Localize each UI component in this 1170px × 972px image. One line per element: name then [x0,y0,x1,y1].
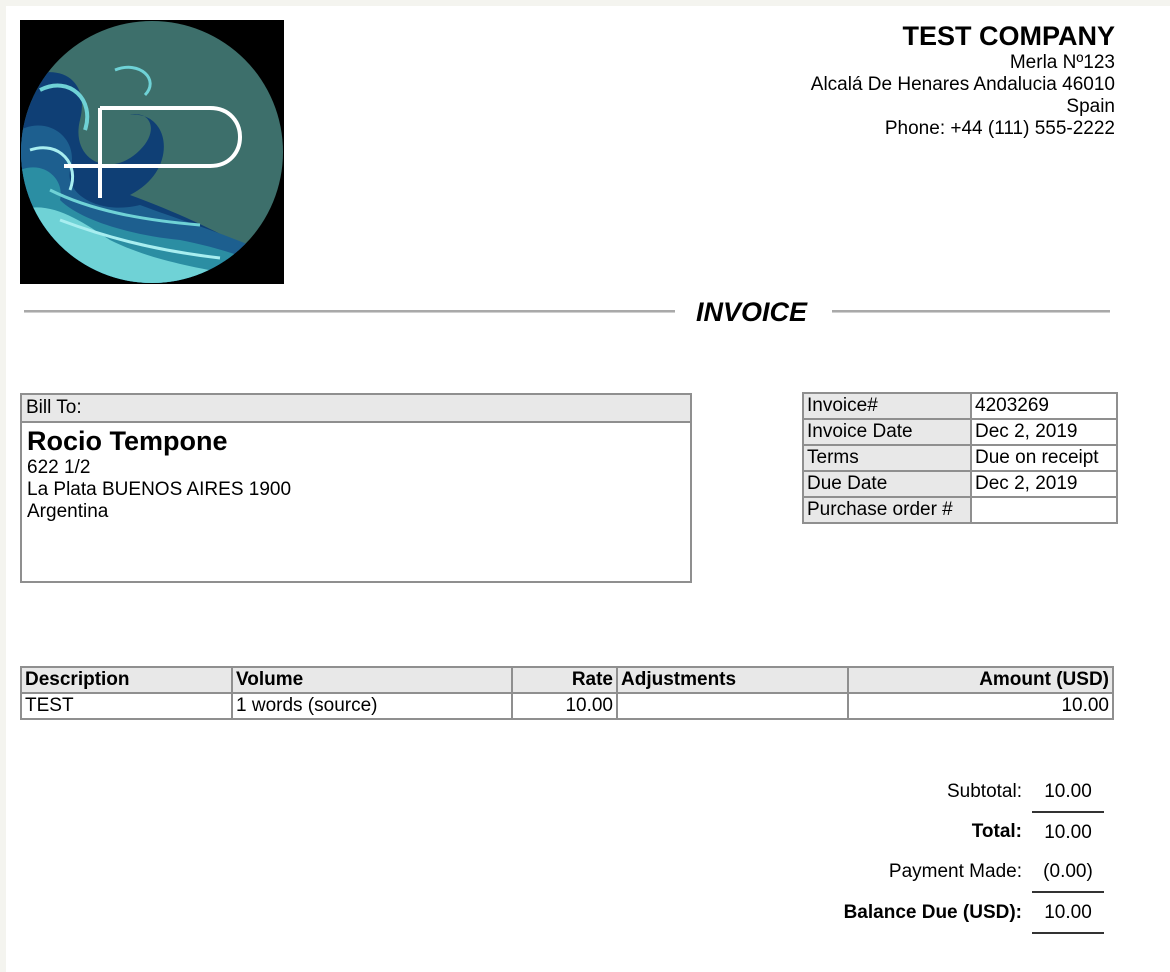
invoice-meta-table [802,392,1118,524]
wave-monogram-logo-icon [20,20,284,284]
balance-due-value: 10.00 [1032,892,1104,933]
subtotal-label: Subtotal: [947,781,1022,802]
bill-to-body [22,423,690,523]
client-country: Argentina [27,501,109,522]
column-header-amount: Amount (USD) [848,667,1113,693]
company-address-line1: Merla Nº123 [1009,52,1115,73]
title-divider-left [24,310,675,313]
meta-label: Purchase order # [803,497,971,523]
column-header-rate: Rate [512,667,617,693]
cell-description: TEST [21,693,232,719]
page-top-edge [0,0,1170,6]
meta-value: Dec 2, 2019 [971,471,1117,497]
subtotal-row [844,772,1104,812]
meta-row-purchase-order [803,497,1117,523]
company-name: TEST COMPANY [902,21,1115,51]
bill-to-header: Bill To: [22,395,690,423]
meta-row-terms [803,445,1117,471]
meta-value: Dec 2, 2019 [971,419,1117,445]
payment-made-value: (0.00) [1032,852,1104,892]
totals-summary [844,772,1104,934]
meta-label: Terms [803,445,971,471]
company-country: Spain [1066,96,1115,117]
invoice-title-row [24,296,1110,328]
subtotal-value: 10.00 [1032,772,1104,812]
meta-row-due-date [803,471,1117,497]
company-logo [20,20,284,284]
bill-to-box [20,393,692,583]
meta-value: Due on receipt [971,445,1117,471]
meta-label: Invoice Date [803,419,971,445]
cell-adjustments [617,693,848,719]
total-value: 10.00 [1044,821,1092,843]
balance-due-label: Balance Due (USD): [843,901,1022,923]
cell-volume: 1 words (source) [232,693,512,719]
company-phone: Phone: +44 (111) 555-2222 [884,118,1115,139]
column-header-adjustments: Adjustments [617,667,848,693]
meta-label: Due Date [803,471,971,497]
total-row [844,812,1104,852]
title-divider-right [832,310,1110,313]
company-address-line2: Alcalá De Henares Andalucia 46010 [810,74,1115,95]
meta-value [971,497,1117,523]
table-header-row [21,667,1113,693]
meta-row-invoice-number [803,393,1117,419]
cell-rate: 10.00 [512,693,617,719]
balance-due-row [844,892,1104,933]
cell-amount: 10.00 [848,693,1113,719]
column-header-volume: Volume [232,667,512,693]
meta-row-invoice-date [803,419,1117,445]
page-title: INVOICE [696,297,808,327]
line-items-table [20,666,1114,720]
client-address-line1: 622 1/2 [27,457,91,478]
company-info [811,20,1115,140]
client-name: Rocio Tempone [27,426,228,456]
meta-label: Invoice# [803,393,971,419]
meta-value: 4203269 [971,393,1117,419]
payment-made-row [844,852,1104,892]
column-header-description: Description [21,667,232,693]
table-row [21,693,1113,719]
payment-made-label: Payment Made: [888,861,1022,882]
client-address-line2: La Plata BUENOS AIRES 1900 [27,479,292,500]
page-left-edge [0,0,6,972]
total-label: Total: [971,821,1022,842]
